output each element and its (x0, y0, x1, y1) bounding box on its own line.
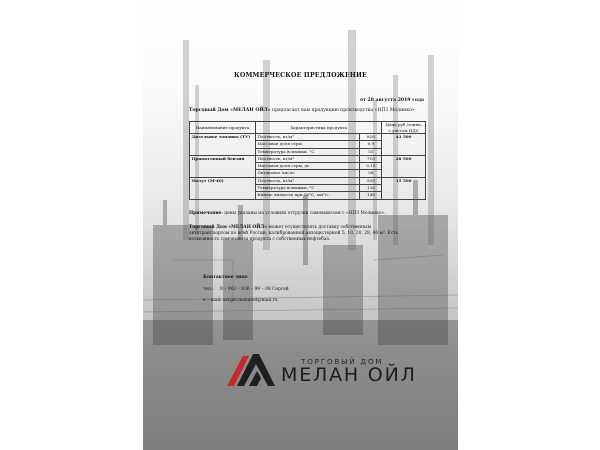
contact-email-line (203, 298, 278, 303)
table-row (190, 155, 426, 162)
spec-label: Октановое число (255, 170, 360, 177)
delivery-company: Торговый Дом «МЕЛАН ОЙЛ» (189, 225, 267, 230)
spec-value: 148 (360, 192, 382, 199)
email-label: e – mail: (203, 298, 222, 303)
product-price: 28 500 (382, 155, 426, 177)
spec-label: Плотность, кг/м³ (255, 134, 360, 141)
document-date: от 28 августа 2019 года (360, 98, 424, 103)
spec-label: Плотность, кг/м³ (255, 155, 360, 162)
note-text: : цены указаны на условиях отгрузки самовывозом с «НПЗ Молинко». (221, 211, 386, 216)
spec-value: 0,15 (360, 163, 382, 170)
spec-value: 56 (360, 170, 382, 177)
spec-label: Температура вспышки, °С (255, 148, 360, 155)
product-price: 15 500 (382, 177, 426, 199)
spec-label: Массовая доля серы, до (255, 163, 360, 170)
spec-value: 939 (360, 177, 382, 184)
product-name: Дизельное топливо (ТУ) (190, 134, 256, 156)
contact-phone-line (203, 287, 289, 292)
spec-label: Кинем. вязкость при 50°С, мм²/с (255, 192, 360, 199)
header-characteristic: Характеристика продукта (255, 122, 381, 134)
delivery-line-3: возможность самовывоза продукта с собственных нефтебаз. (189, 237, 331, 242)
spec-label: Плотность, кг/м³ (255, 177, 360, 184)
delivery-line-1: может осуществлять доставку собственным (266, 225, 371, 230)
product-price: 43 500 (382, 134, 426, 156)
table-row (190, 134, 426, 141)
delivery-paragraph (189, 225, 429, 243)
contact-title: Контактное лицо (203, 275, 248, 280)
header-price: Цена руб./тонна, с учетом НДС (382, 122, 426, 134)
header-product: Наименование продукта (190, 122, 256, 134)
table-row (190, 177, 426, 184)
delivery-line-2: автотранспортом по всей России, калиброванной автоцистерной 5, 10, 20, 28, 40 м³. Есть (189, 231, 398, 236)
phone-label: тел.: (203, 287, 214, 292)
spec-label: Массовая доля серы (255, 141, 360, 148)
spec-value: 55 (360, 148, 382, 155)
spec-label: Температура вспышки, °С (255, 185, 360, 192)
price-table (189, 121, 426, 200)
note-paragraph (189, 211, 429, 217)
spec-value: 136 (360, 185, 382, 192)
phone-number[interactable]: 8 – 962 – 836 – 99 – 08 Сергей (220, 287, 289, 292)
logo-tagline: ТОРГОВЫЙ ДОМ (301, 357, 384, 366)
intro-paragraph (189, 108, 429, 113)
spec-value: 0,9 (360, 141, 382, 148)
intro-company: Торговый Дом «МЕЛАН ОЙЛ» (189, 108, 271, 113)
spec-value: 820 (360, 134, 382, 141)
note-label: Примечание (189, 211, 222, 216)
intro-text: предлагает вам продукцию производства «НПЗ Молинко» (270, 108, 415, 113)
spec-value: 710 (360, 155, 382, 162)
document-title: КОММЕРЧЕСКОЕ ПРЕДЛОЖЕНИЕ (234, 72, 367, 79)
document-page (143, 0, 458, 450)
table-header-row (190, 122, 426, 134)
email-link[interactable]: sergei.melanoil@mail.ru (223, 298, 278, 303)
product-name: Прямогонный бензин (190, 155, 256, 177)
logo-wordmark: МЕЛАН ОЙЛ (281, 364, 417, 386)
melan-oil-logo-mark (227, 346, 277, 386)
product-name: Мазут (М-40) (190, 177, 256, 199)
